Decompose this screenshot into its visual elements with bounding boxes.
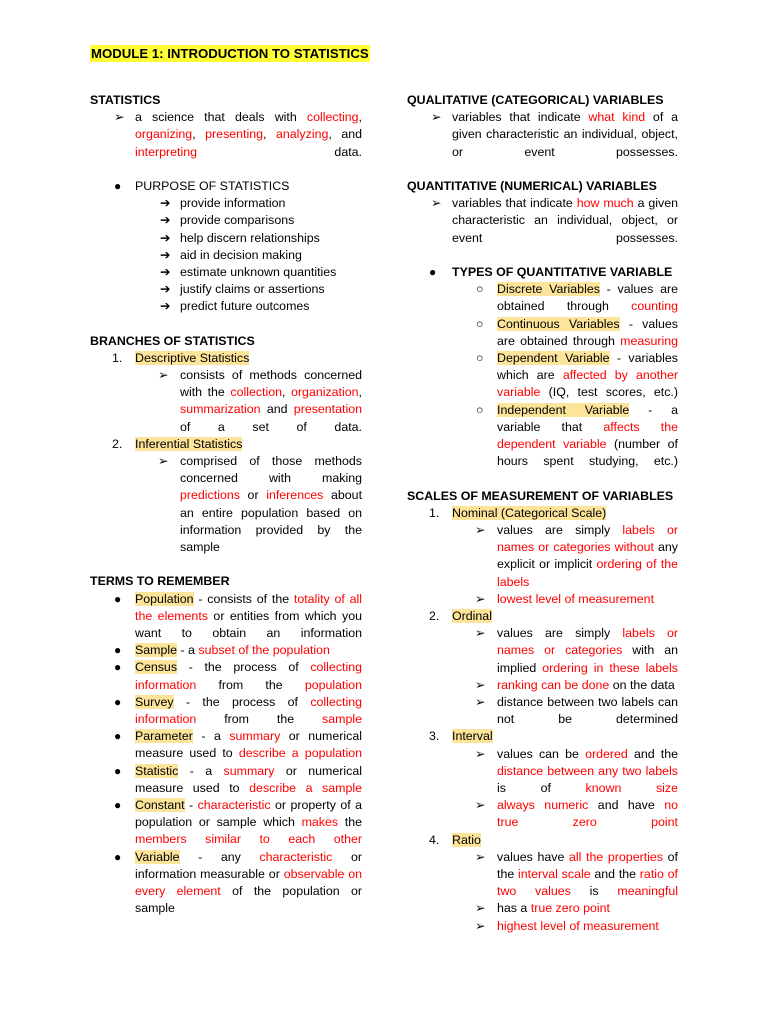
branch-descriptive-text: ➢ consists of methods concerned with the collection, organization, summarization and presentation of a set of data. (158, 368, 362, 434)
term-sample: ● Sample - a subset of the population (135, 642, 362, 659)
arrow-bullet-icon: ➢ (475, 591, 486, 606)
arrow-bullet-icon: ➢ (475, 798, 486, 813)
term-variable: ● Variable - any characteristic or information measurable or observable on every element of the population or sample (114, 849, 363, 916)
list-item: ➢ values are simply labels or names or categories without any explicit or implicit ordering of the labels (475, 522, 678, 589)
circle-bullet-icon: ○ (476, 350, 484, 365)
bullet-icon: ● (114, 729, 122, 744)
arrow-icon: ➔ (160, 247, 171, 262)
term-parameter: ● Parameter - a summary or numerical measure used to describe a population (114, 729, 362, 761)
type-discrete: ○ Discrete Variables - values are obtained through counting (476, 282, 678, 314)
arrow-icon: ➔ (160, 264, 171, 279)
bullet-icon: ● (429, 264, 437, 279)
terms-heading: TERMS TO REMEMBER (90, 574, 230, 589)
branch-descriptive: 1. Descriptive Statistics (112, 350, 250, 365)
scale-ratio: 4. Ratio (429, 832, 481, 847)
list-item: ➔ predict future outcomes (180, 298, 362, 315)
list-item: ➢ lowest level of measurement (497, 591, 678, 608)
term-census: ● Census - the process of collecting information from the population (114, 660, 362, 692)
quantitative-heading: QUANTITATIVE (NUMERICAL) VARIABLES (407, 178, 657, 193)
statistics-definition: ➢ a science that deals with collecting, organizing, presenting, analyzing, and interpreting data. (114, 110, 362, 159)
arrow-bullet-icon: ➢ (158, 368, 169, 383)
list-item: ➔ aid in decision making (180, 247, 362, 264)
list-item: ➔ provide comparisons (180, 212, 362, 229)
bullet-icon: ● (114, 178, 122, 193)
scales-heading: SCALES OF MEASUREMENT OF VARIABLES (407, 488, 674, 503)
bullet-icon: ● (114, 660, 122, 675)
arrow-bullet-icon: ➢ (475, 746, 486, 761)
types-heading: ● TYPES OF QUANTITATIVE VARIABLE (407, 264, 678, 281)
types-list (407, 281, 678, 470)
bullet-icon: ● (114, 591, 122, 606)
quantitative-definition: ➢ variables that indicate how much a given characteristic an individual, object, or event possesses. (431, 196, 678, 245)
arrow-icon: ➔ (160, 230, 171, 245)
list-item: ➢ has a true zero point (497, 900, 678, 917)
scale-nominal: 1. Nominal (Categorical Scale) (429, 505, 607, 520)
scale-ratio-list (407, 849, 678, 935)
bullet-icon: ● (114, 763, 122, 778)
arrow-bullet-icon: ➢ (475, 901, 486, 916)
list-item: ➔ help discern relationships (180, 230, 362, 247)
type-independent: ○ Independent Variable - a variable that affects the dependent variable (number of hours spent studying, etc.) (476, 402, 679, 469)
arrow-bullet-icon: ➢ (431, 196, 442, 211)
type-continuous: ○ Continuous Variables - values are obtained through measuring (476, 316, 678, 348)
list-item: ➢ ranking can be done on the data (497, 677, 678, 694)
arrow-bullet-icon: ➢ (475, 626, 486, 641)
type-dependent: ○ Dependent Variable - variables which are affected by another variable (IQ, test scores, etc.) (476, 350, 678, 400)
branch-inferential-text: ➢ comprised of those methods concerned with making predictions or inferences about an entire population based on information provided by the sample (158, 454, 363, 555)
branch-inferential: 2. Inferential Statistics (112, 436, 243, 451)
arrow-icon: ➔ (160, 299, 171, 314)
scale-interval-list (407, 746, 678, 832)
bullet-icon: ● (114, 798, 122, 813)
circle-bullet-icon: ○ (476, 402, 484, 417)
scale-interval: 3. Interval (429, 729, 493, 744)
arrow-bullet-icon: ➢ (431, 110, 442, 125)
list-item: ➔ estimate unknown quantities (180, 264, 362, 281)
list-item: ➢ highest level of measurement (497, 918, 678, 935)
terms-list (90, 591, 362, 918)
arrow-bullet-icon: ➢ (475, 694, 486, 709)
list-item: ➢ values have all the properties of the interval scale and the ratio of two values is meaningful (475, 849, 678, 899)
bullet-icon: ● (114, 849, 122, 864)
purpose-heading: ● PURPOSE OF STATISTICS (90, 178, 362, 195)
purpose-list (90, 195, 362, 315)
term-statistic: ● Statistic - a summary or numerical measure used to describe a sample (114, 763, 362, 795)
scale-nominal-list (407, 522, 678, 608)
qualitative-definition: ➢ variables that indicate what kind of a given characteristic an individual, object, or event possesses. (431, 110, 678, 159)
arrow-bullet-icon: ➢ (158, 454, 169, 469)
qualitative-heading: QUALITATIVE (CATEGORICAL) VARIABLES (407, 93, 664, 107)
list-item: ➢ distance between two labels can not be determined (475, 694, 678, 727)
arrow-icon: ➔ (160, 282, 171, 297)
arrow-bullet-icon: ➢ (475, 522, 486, 537)
list-item: ➢ values are simply labels or names or categories with an implied ordering in these labels (475, 626, 678, 675)
branches-heading: BRANCHES OF STATISTICS (90, 333, 255, 348)
arrow-bullet-icon: ➢ (475, 677, 486, 692)
term-population: ● Population - consists of the totality of all the elements or entities from which you want to obtain an information (114, 591, 363, 641)
arrow-bullet-icon: ➢ (475, 849, 486, 864)
bullet-icon: ● (114, 694, 122, 709)
right-column (407, 92, 678, 935)
scale-ordinal-list (407, 625, 678, 728)
list-item: ➢ always numeric and have no true zero point (475, 798, 678, 830)
statistics-heading: STATISTICS (90, 93, 161, 107)
scale-ordinal: 2. Ordinal (429, 608, 492, 623)
arrow-bullet-icon: ➢ (475, 918, 486, 933)
arrow-icon: ➔ (160, 213, 171, 228)
list-item: ➔ provide information (180, 195, 362, 212)
circle-bullet-icon: ○ (476, 316, 484, 331)
page-title: MODULE 1: INTRODUCTION TO STATISTICS (91, 46, 369, 61)
term-survey: ● Survey - the process of collecting information from the sample (114, 694, 362, 727)
left-column (90, 92, 362, 918)
bullet-icon: ● (114, 643, 122, 658)
list-item: ➢ values can be ordered and the distance between any two labels is of known size (475, 746, 679, 795)
arrow-bullet-icon: ➢ (114, 110, 125, 125)
term-constant: ● Constant - characteristic or property of a population or sample which makes the members similar to each other (114, 798, 363, 847)
arrow-icon: ➔ (160, 196, 171, 211)
list-item: ➔ justify claims or assertions (180, 281, 362, 298)
circle-bullet-icon: ○ (476, 282, 484, 297)
